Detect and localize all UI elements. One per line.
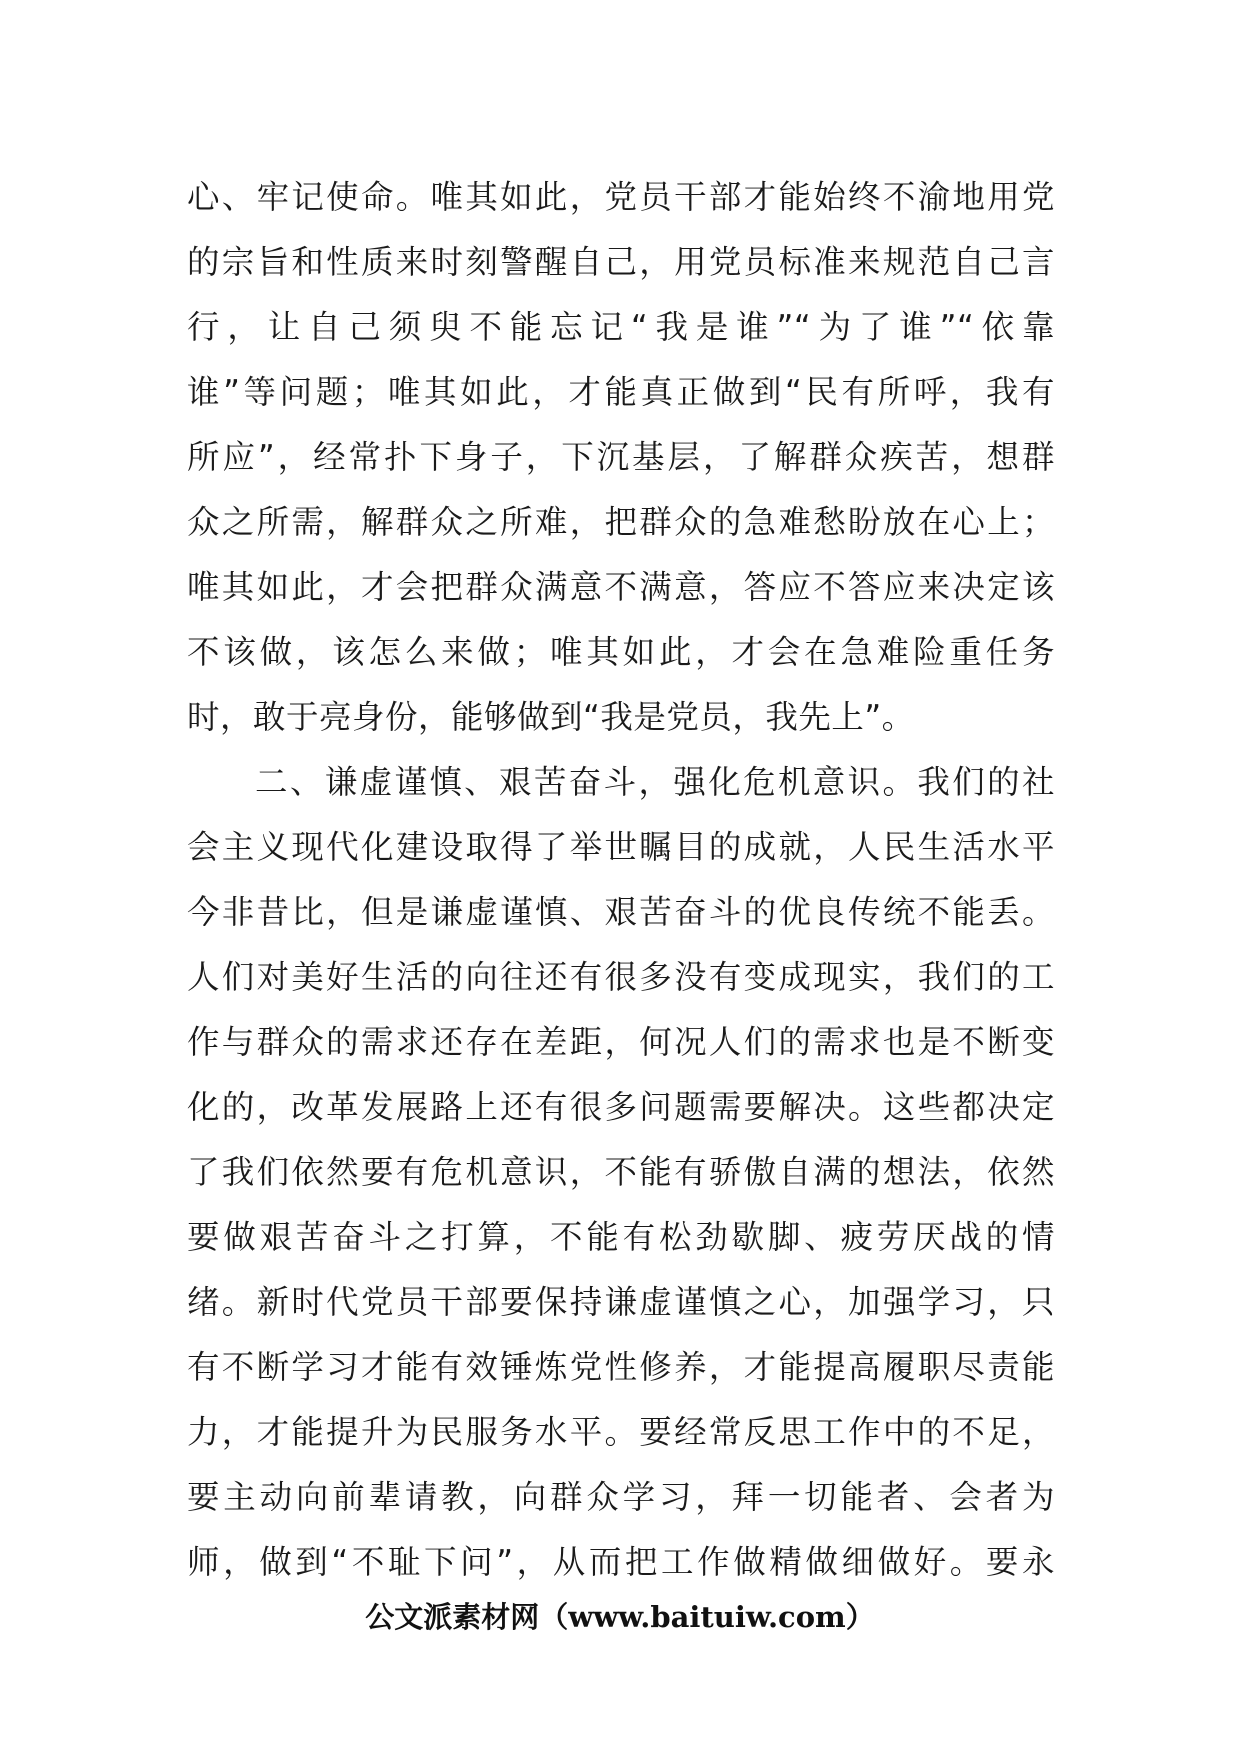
text-line: 心、牢记使命。唯其如此，党员干部才能始终不渝地用党 [187,178,1055,216]
text-line: 会主义现代化建设取得了举世瞩目的成就，人民生活水平 [187,828,1055,866]
text-line: 化的，改革发展路上还有很多问题需要解决。这些都决定 [187,1088,1055,1126]
text-line: 要主动向前辈请教，向群众学习，拜一切能者、会者为 [187,1478,1055,1516]
text-line: 的宗旨和性质来时刻警醒自己，用党员标准来规范自己言 [187,243,1055,281]
footer-watermark: 公文派素材网（www.baituiw.com） [365,1600,875,1634]
text-line: 作与群众的需求还存在差距，何况人们的需求也是不断变 [187,1023,1055,1061]
text-line: 唯其如此，才会把群众满意不满意，答应不答应来决定该 [187,568,1055,606]
text-line: 行，让自己须臾不能忘记“我是谁”“为了谁”“依靠 [187,308,1055,346]
text-line: 要做艰苦奋斗之打算，不能有松劲歇脚、疲劳厌战的情 [187,1218,1055,1256]
text-line: 有不断学习才能有效锤炼党性修养，才能提高履职尽责能 [187,1348,1055,1386]
text-line: 不该做，该怎么来做；唯其如此，才会在急难险重任务 [187,633,1055,671]
text-line: 师，做到“不耻下问”，从而把工作做精做细做好。要永 [187,1543,1055,1581]
text-line: 所应”，经常扑下身子，下沉基层，了解群众疾苦，想群 [187,438,1055,476]
text-line: 绪。新时代党员干部要保持谦虚谨慎之心，加强学习，只 [187,1283,1055,1321]
body-text [187,165,1055,1595]
text-line: 人们对美好生活的向往还有很多没有变成现实，我们的工 [187,958,1055,996]
text-line: 谁”等问题；唯其如此，才能真正做到“民有所呼，我有 [187,373,1055,411]
text-line: 力，才能提升为民服务水平。要经常反思工作中的不足， [187,1413,1055,1451]
text-line: 时，敢于亮身份，能够做到“我是党员，我先上”。 [187,698,915,736]
text-line: 二、谦虚谨慎、艰苦奋斗，强化危机意识。我们的社 [255,763,1055,801]
text-line: 今非昔比，但是谦虚谨慎、艰苦奋斗的优良传统不能丢。 [187,893,1055,931]
text-line: 了我们依然要有危机意识，不能有骄傲自满的想法，依然 [187,1153,1055,1191]
text-line: 众之所需，解群众之所难，把群众的急难愁盼放在心上； [187,503,1055,541]
